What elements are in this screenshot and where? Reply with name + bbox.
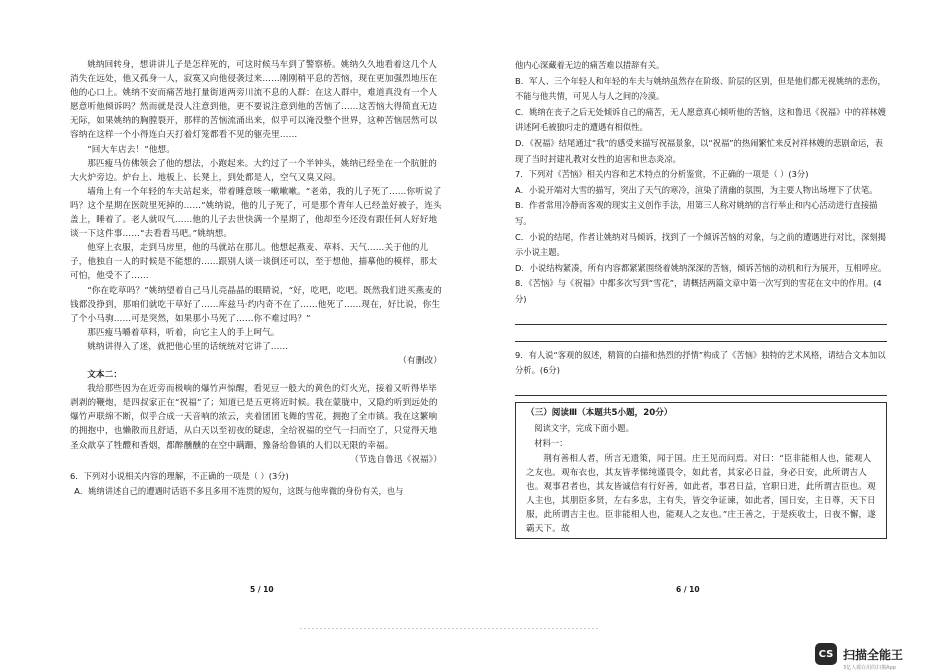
watermark-subtitle: 3亿人都在用的扫描App (843, 665, 896, 671)
text2-paragraph: 我给那些因为在近旁而极响的爆竹声惊醒，看见豆一般大的黄色的灯火光，接着又听得毕毕剥剥的鞭炮，是四叔家正在“祝福”了；知道已是五更将近时候。我在蒙胧中，又隐约听到远处的爆竹声联绵不断，似乎合成一天音响的浓云，夹着团团飞舞的雪花，拥抱了全市镇。我在这繁响的拥抱中，也懒散而且舒适，从白天以至初夜的疑虑，全给祝福的空气一扫而空了，只觉得天地圣众歆享了牲醴和香烟，都醉醺醺的在空中蹒跚，豫备给鲁镇的人们以无限的幸福。 (70, 384, 438, 451)
material-text: 荆有善相人者，所言无遗策，闻于国。庄王见而问焉。对曰：“臣非能相人也，能观人之友也。观布衣也，其友皆孝悌纯谨畏令，如此者，其家必日益，身必日安，此所谓吉人也。观事君者也，其友皆诚信有行好善，如此者，事君日益，官职日进，此所谓吉臣也。观人主也，其朋臣多贤，左右多忠，主有失，皆交争证谏，如此者，国日安，主日尊，天下日服，此所谓吉主也。臣非能相人也，能观人之友也。”庄王善之，于是疾收士，日夜不懈，遂霸天下。故 (526, 453, 876, 535)
question-6: 6．下列对小说相关内容的理解，不正确的一项是（ ）(3分) (70, 470, 289, 481)
answer-line (515, 325, 887, 342)
question-8: 8．《苦恼》与《祝福》中都多次写到“雪花”，请概括两篇文章中第一次写到的雪花在文中的作用。(4分) (515, 278, 882, 304)
question-6-option-c: C．姚纳在丧子之后无处倾诉自己的痛苦，无人愿意真心倾听他的苦恼，这和鲁迅《祝福》中的祥林嫂讲述阿毛被狼叼走的遭遇有相似性。 (515, 106, 886, 133)
section-instruction: 阅读文字，完成下面小题。 (534, 422, 634, 433)
answer-line (515, 308, 887, 325)
paragraph: “你在吃草吗？”姚纳望着自己马儿亮晶晶的眼睛说，“好，吃吧，吃吧。既然我们进买燕麦的钱都没挣到，那咱们就吃干草好了……库兹马·约内奇不在了……他死了……现在，好比说，你生了个小马驹……可是突然，如果那小马死了……你不难过吗？” (70, 285, 442, 324)
page-number: 6 / 10 (676, 585, 700, 594)
question-7-option-a: A．小说开端对大雪的描写，突出了天气的寒冷，渲染了清幽的氛围，为主要人物出场埋下了伏笔。 (515, 184, 878, 195)
page-number: 5 / 10 (250, 585, 274, 594)
paragraph: 姚纳回转身，想讲讲儿子是怎样死的，可这时候马车到了警察桥。姚纳久久地看着这几个人消失在远处，他又孤身一人，寂寞又向他侵袭过来……刚刚稍平息的苦恼，现在更加强烈地压在他的心口上。姚纳不安而痛苦地打量街道两旁川流不息的人群：在这人群中，难道真没有一个人愿意听他倾诉吗？然而就是没人注意到他，更不要说注意到他的苦恼了……这苦恼大得简直无边无际，如果姚纳的胸膛裂开，那样的苦恼流涌出来，似乎可以淹没整个世界，这种苦恼居然可以容纳在这样一个小得连白天打着灯笼都看不见的躯壳里…… (70, 60, 438, 141)
source-note: （有删改） (398, 355, 442, 366)
question-7-option-b: B．作者常用冷静而客观的现实主义创作手法，用第三人称对姚纳的言行举止和内心活动进行直接描写。 (515, 200, 878, 226)
paragraph: 姚纳讲得入了迷，就把他心里的话统统对它讲了…… (87, 341, 289, 352)
watermark-text: 扫描全能王 (843, 647, 904, 662)
paragraph: 那匹瘦马嚼着草料，听着，向它主人的手上呵气。 (87, 327, 280, 338)
question-6-option-a: A．姚纳讲述自己的遭遇时话语不多且多用不连贯的短句，这既与他卑微的身份有关，也与 (74, 486, 404, 497)
paragraph: “回大车店去！”他想。 (87, 144, 175, 155)
question-6-option-b: B．军人、三个年轻人和年轻的车夫与姚纳虽然存在阶级、阶层的区别，但是他们都无视姚纳的悲伤，不能与他共情，可见人与人之间的冷漠。 (515, 75, 886, 102)
paragraph: 他穿上衣服，走到马房里，他的马就站在那儿。他想起燕麦、草料、天气……关于他的儿子，他独自一人的时候是不能想的……跟别人谈一谈倒还可以，至于想他，描摹他的模样，那太可怕，他受不了…… (70, 243, 438, 282)
question-6-option-a-cont: 他内心深藏着无边的痛苦难以措辞有关。 (515, 60, 665, 70)
right-page-column (515, 58, 887, 539)
divider (300, 628, 600, 629)
question-6-option-d: D．《祝福》结尾通过“我”的感受来描写祝福景象，以“祝福”的热闹繁忙来反衬祥林嫂的悲剧命运，表现了当时封建礼教对女性的迫害和世态炎凉。 (515, 137, 883, 164)
question-7: 7．下列对《苦恼》相关内容和艺术特点的分析鉴赏，不正确的一项是（ ）(3分) (515, 169, 809, 180)
left-page-column (70, 58, 442, 500)
source-note: （节选自鲁迅《祝福》） (350, 454, 442, 465)
paragraph: 墙角上有一个年轻的车夫站起来，带着睡意咳一嗽嗽嗽。“老弟，我的儿子死了……你听说了吗？这个星期在医院里死掉的……”姚纳说，他的儿子死了，可是那个青年人已经盖好被子，连头盖上，睡着了。老人就叹气……他的儿子去世快满一个星期了，他却至今还没有跟任何人好好地谈一下这件事……“去看看马吧。”姚纳想。 (70, 186, 442, 240)
text2-heading: 文本二： (87, 370, 123, 381)
paragraph: 那匹瘦马仿佛领会了他的想法，小跑起来。大约过了一个半钟头，姚纳已经坐在一个肮脏的大火炉旁边。炉台上、地板上、长凳上，到处都是人，空气又臭又闷。 (70, 158, 437, 183)
material-label: 材料一： (534, 438, 568, 449)
question-7-option-c: C．小说的结尾，作者让姚纳对马倾诉，找到了一个倾诉苦恼的对象，与之前的遭遇进行对比，深刻揭示小说主题。 (515, 231, 886, 258)
camscanner-logo-icon: CS (815, 643, 837, 665)
section-title: （三）阅读Ⅲ（本题共5小题，20分） (526, 407, 673, 418)
reading-section-box (515, 402, 887, 540)
answer-line (515, 379, 887, 396)
question-7-option-d: D．小说结构紧凑，所有内容都紧紧围绕着姚纳深深的苦恼，倾诉苦恼的动机和行为展开，互相呼应。 (515, 262, 887, 273)
question-9: 9．有人说“客观的叙述，精简的白描和热烈的抒情”构成了《苦恼》独特的艺术风格，请结合文本加以分析。(6分) (515, 349, 886, 376)
